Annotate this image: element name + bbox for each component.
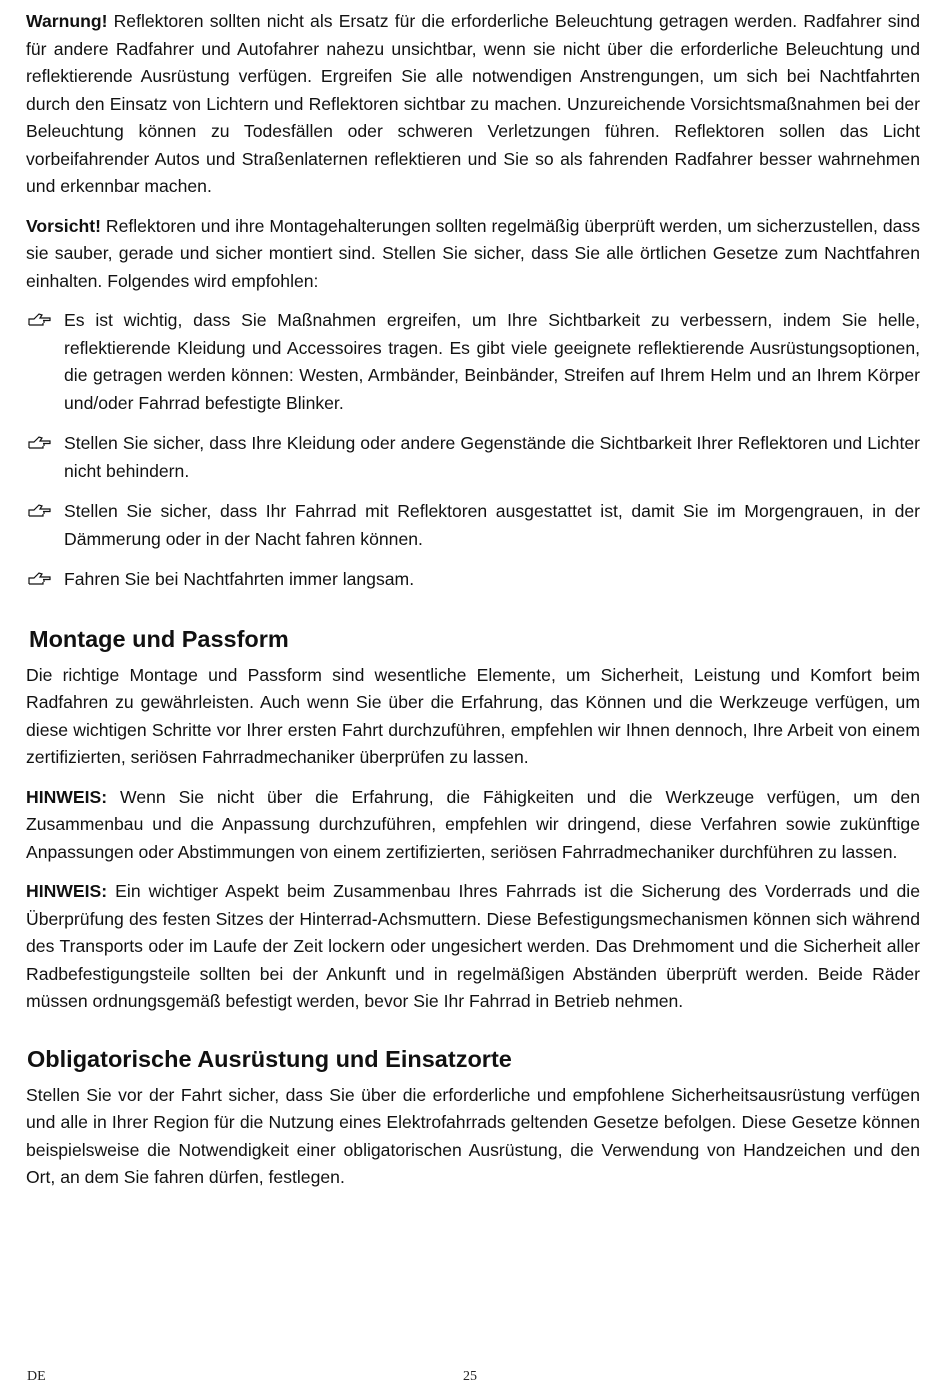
pointing-hand-icon (26, 503, 54, 519)
recommendation-list (26, 307, 920, 594)
pointing-hand-icon (26, 312, 54, 328)
warning-paragraph (26, 8, 920, 201)
list-item-text: Fahren Sie bei Nachtfahrten immer langsam. (64, 569, 415, 589)
note-label: HINWEIS: (26, 786, 108, 807)
section-heading-equipment: Obligatorische Ausrüstung und Einsatzorte (27, 1045, 512, 1072)
section-heading-fit: Montage und Passform (29, 625, 289, 652)
list-item (26, 430, 920, 485)
list-item (26, 566, 920, 594)
note-text: Wenn Sie nicht über die Erfahrung, die Fähigkeiten und die Werkzeuge verfügen, um den Zusammenbau und die Anpassung durchzuführen, empfehlen wir dringend, diese Verfahren sowie zukünftige Anpassungen oder Abstimmungen von einem zertifizierten, seriösen Fahrradmechaniker durchführen zu lassen. (26, 786, 920, 862)
note-paragraph (26, 878, 920, 1016)
note-text: Ein wichtiger Aspekt beim Zusammenbau Ihres Fahrrads ist die Sicherung des Vorderrads und die Überprüfung des festen Sitzes der Hinterrad-Achsmuttern. Diese Befestigungsmechanismen können sich während des Transports oder im Laufe der Zeit lockern oder ungesichert werden. Das Drehmoment und die Sicherheit aller Radbefestigungsteile sollten bei der Ankunft und in regelmäßigen Abständen überprüft werden. Beide Räder müssen ordnungsgemäß befestigt werden, bevor Sie Ihr Fahrrad in Betrieb nehmen. (26, 881, 920, 1011)
caution-text: Reflektoren und ihre Montagehalterungen sollten regelmäßig überprüft werden, um sicherzustellen, dass sie sauber, gerade und sicher montiert sind. Stellen Sie sicher, dass Sie alle örtlichen Gesetze zum Nachtfahren einhalten. Folgendes wird empfohlen: (26, 215, 920, 291)
list-item (26, 498, 920, 553)
list-item-text: Stellen Sie sicher, dass Ihr Fahrrad mit Reflektoren ausgestattet ist, damit Sie im Morgengrauen, in der Dämmerung oder in der Nacht fahren können. (64, 501, 920, 549)
list-item-text: Stellen Sie sicher, dass Ihre Kleidung oder andere Gegenstände die Sichtbarkeit Ihrer Reflektoren und Lichter nicht behindern. (64, 433, 920, 481)
pointing-hand-icon (26, 435, 54, 451)
footer-language: DE (27, 1369, 46, 1384)
note-paragraph (26, 784, 920, 867)
warning-text: Reflektoren sollten nicht als Ersatz für die erforderliche Beleuchtung getragen werden. Radfahrer sind für andere Radfahrer und Autofahrer nahezu unsichtbar, wenn sie nicht über die erforderliche Beleuchtung und reflektierende Ausrüstung verfügen. Ergreifen Sie alle notwendigen Anstrengungen, um sich bei Nachtfahrten durch den Einsatz von Lichtern und Reflektoren sichtbar zu machen. Unzureichende Vorsichtsmaßnahmen bei der Beleuchtung können zu Todesfällen oder schweren Verletzungen führen. Reflektoren sollen das Licht vorbeifahrender Autos und Straßenlaternen reflektieren und Sie so als fahrenden Radfahrer besser wahrnehmen und erkennbar machen. (26, 11, 920, 196)
warning-label: Warnung! (26, 11, 108, 31)
equipment-paragraph: Stellen Sie vor der Fahrt sicher, dass Sie über die erforderliche und empfohlene Sicherheitsausrüstung verfügen und alle in Ihrer Region für die Nutzung eines Elektrofahrrads geltenden Gesetze befolgen. Diese Gesetze können beispielsweise die Notwendigkeit einer obligatorischen Ausrüstung, die Verwendung von Handzeichen und den Ort, an dem Sie fahren dürfen, festlegen. (26, 1084, 920, 1187)
pointing-hand-icon (26, 571, 54, 587)
document-page (26, 8, 920, 1204)
note-label: HINWEIS: (26, 881, 108, 901)
list-item-text: Es ist wichtig, dass Sie Maßnahmen ergreifen, um Ihre Sichtbarkeit zu verbessern, indem Sie helle, reflektierende Kleidung und Accessoires tragen. Es gibt viele geeignete reflektierende Ausrüstungsoptionen, die getragen werden können: Westen, Armbänder, Beinbänder, Streifen auf Ihrem Helm und an Ihrem Körper und/oder Fahrrad befestigte Blinker. (64, 310, 920, 413)
page-number: 25 (463, 1369, 477, 1384)
caution-paragraph (26, 213, 920, 296)
caution-label: Vorsicht! (26, 215, 101, 236)
list-item (26, 307, 920, 417)
fit-intro-paragraph: Die richtige Montage und Passform sind wesentliche Elemente, um Sicherheit, Leistung und Komfort beim Radfahren zu gewährleisten. Auch wenn Sie über die Erfahrung, das Können und die Werkzeuge verfügen, um diese wichtigen Schritte vor Ihrer ersten Fahrt durchzuführen, empfehlen wir Ihnen dennoch, Ihre Arbeit von einem zertifizierten, seriösen Fahrradmechaniker überprüfen zu lassen. (26, 664, 920, 767)
